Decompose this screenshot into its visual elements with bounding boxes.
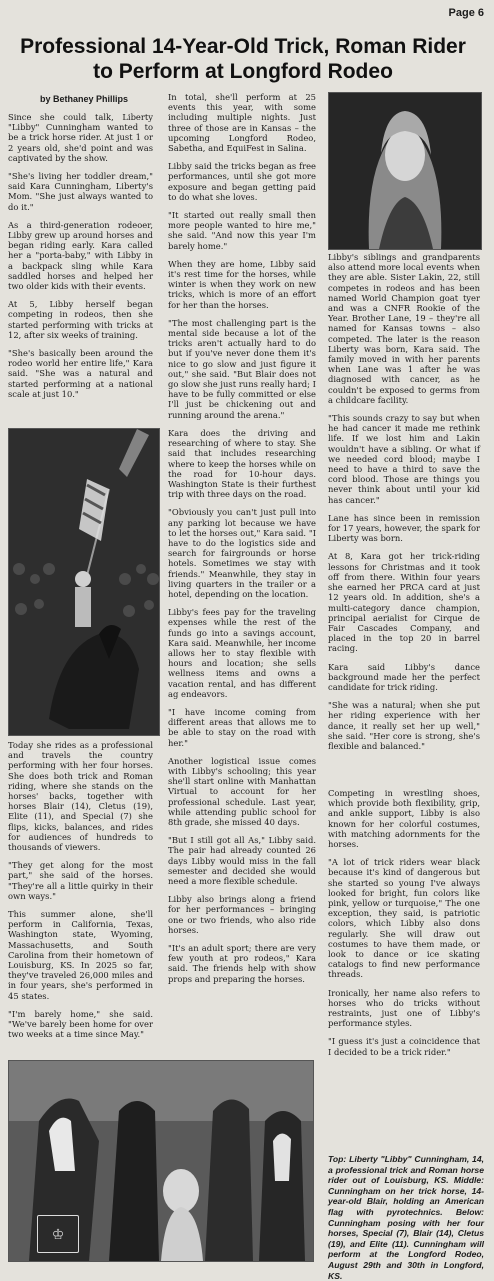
byline: by Bethaney Phillips	[40, 94, 129, 104]
paragraph: As a third-generation rodeoer, Libby grew up around horses and began riding early. Kara called her a "porta-baby," with Libby in a backpack sling while Kara saddled horses and helped her two older kids with their events.	[8, 219, 153, 292]
paragraph: In total, she'll perform at 25 events this year, with some including multiple nights. Just three of those are in Kansas – the upcoming Longford Rodeo, Sabetha, and EquiFest in Salina.	[168, 92, 316, 154]
paragraph: This summer alone, she'll perform in California, Texas, Washington state, Wyoming, Massachusetts, and South Carolina from their hometown of Louisburg, KS. In 2025 so far, they've traveled 26,000 miles and in four years, she's performed in 45 states.	[8, 909, 153, 1001]
article-column-3a	[328, 252, 480, 782]
paragraph: Competing in wrestling shoes, which provide both flexibility, grip, and ankle support, Libby is also known for her colorful costumes, with matching adornments for the horses.	[328, 788, 480, 850]
paragraph: "Obviously you can't just pull into any parking lot because we have to let the horses out," Kara said. "I have to do the logistics side and search for fairgrounds or horse hotels. Sometimes we stay with friends." Meanwhile, they stay in living quarters in the trailer or a hotel, depending on the location.	[168, 507, 316, 599]
paragraph: "She was a natural; when she put her riding experience with her dance, it really set her up well," she said. "Her core is strong, she's flexible and balanced."	[328, 700, 480, 751]
flag-riding-illustration	[9, 429, 159, 735]
article-column-1a	[8, 112, 153, 424]
paragraph: "But I still got all As," Libby said. The pair had already counted 26 days Libby would miss in the fall semester and decided she would need a more flexible schedule.	[168, 835, 316, 887]
portrait-illustration	[329, 93, 481, 249]
paragraph: Since she could talk, Liberty "Libby" Cunningham wanted to be a trick horse rider. At just 1 or 2 years old, she'd point and was captivated by the show.	[8, 112, 153, 163]
paragraph: "She's living her toddler dream," said Kara Cunningham, Liberty's Mom. "She just always wanted to do it."	[8, 171, 153, 212]
paragraph: "She's basically been around the rodeo world her entire life," Kara said. "She was a natural and started performing at a national scale at just 10."	[8, 348, 153, 399]
paragraph: Libby's siblings and grandparents also attend more local events when they are able. Sister Lakin, 22, still competes in rodeos and has been named World Champion goat tyer and was a CNFR Rookie of the Year. Brother Lane, 19 – they're all named for Kansas towns – also competed. The later is the reason Liberty was born, Kara said. The family moved in with her parents when Lane was 1 after he was diagnosed with cancer, as he couldn't be exposed to germs from a childcare facility.	[328, 252, 480, 405]
paragraph: Libby's fees pay for the traveling expenses while the rest of the funds go into a savings account, Kara said. Meanwhile, her income allows her to stay flexible with hours and location; she sells wellness items and owns a vacation rental, and has different ag endeavors.	[168, 607, 316, 699]
paragraph: "It started out really small then more people wanted to hire me," she said. "And now this year I'm barely home."	[168, 210, 316, 251]
headline: Professional 14-Year-Old Trick, Roman Rider to Perform at Longford Rodeo	[20, 35, 466, 83]
paragraph: "It's an adult sport; there are very few youth at pro rodeos," Kara said. The friends help with show props and preparing the horses.	[168, 943, 316, 984]
paragraph: When they are home, Libby said it's rest time for the horses, while winter is when they work on new tricks, which is more of an effort for her than the horses.	[168, 258, 316, 310]
paragraph: Kara does the driving and researching of where to stay. She said that includes researching where to keep the horses while on the road for 10-hour days. Washington State is their furthest trip with three days on the road.	[168, 427, 316, 500]
paragraph: "They get along for the most part," she said of the horses. "They're all a little quirky in their own ways."	[8, 860, 153, 901]
portrait-photo	[328, 92, 482, 250]
paragraph: Libby said the tricks began as free performances, until she got more exposure and began getting paid to do what she loves.	[168, 161, 316, 202]
flag-riding-photo	[8, 428, 160, 736]
paragraph: "A lot of trick riders wear black because it's kind of dangerous but she started so young I've always looked for bright, fun colors like pink, yellow or turquoise," The one exception, they said, is patriotic colors, which Libby also dons regularly. She will draw out costumes to have them made, or look to dance or ice skating catalogs to find new performance threads.	[328, 857, 480, 980]
paragraph: At 8, Kara got her trick-riding lessons for Christmas and it took off from there. Within four years she earned her PRCA card at just 12 years old. In addition, she's a multi-category dance champion, principal aerialist for Cirque de Fair Cascades Company, and placed in the top 20 in barrel racing.	[328, 551, 480, 654]
paragraph: Today she rides as a professional and travels the country performing with her four horses. She does both trick and Roman riding, where she stands on the horses' backs, together with horses Blair (14), Cletus (19), Elite (11), and Special (7) she flips, kicks, balances, and rides for audiences of hundreds to thousands of viewers.	[8, 740, 153, 853]
photo-caption: Top: Liberty "Libby" Cunningham, 14, a professional trick and Roman horse rider out of Louisburg, KS. Middle: Cunningham on her trick horse, 14-year-old Blair, holding an American flag with pyrotechnics. Below: Cunningham posing with her four horses, Special (7), Blair (14), Cletus (19), and Elite (11). Cunningham will perform at the Longford Rodeo, August 29th and 30th in Longford, KS.	[328, 1154, 484, 1281]
paragraph: "The most challenging part is the mental side because a lot of the tricks aren't actually hard to do but if you've never done them it's nice to go slow and just figure it out," she said. "But Blair does not go slow she just runs really hard; I have to be fully committed or else I'll just be chickening out and running around the arena."	[168, 317, 316, 420]
paragraph: Another logistical issue comes with Libby's schooling; this year she'll start online with Manhattan Virtual to account for her professional schedule. Last year, while attending public school for 8th grade, she missed 40 days.	[168, 755, 316, 827]
article-column-2	[168, 92, 316, 1060]
paragraph: Ironically, her name also refers to horses who do tricks without restraints, just one of Libby's performance styles.	[328, 987, 480, 1029]
page-number: Page 6	[448, 7, 484, 19]
paragraph: Lane has since been in remission for 17 years, however, the spark for Liberty was born.	[328, 512, 481, 544]
paragraph: "This sounds crazy to say but when he had cancer it made me rethink life. If we lost him and Lakin wouldn't have a sibling. Or what if we needed cord blood; maybe I need to have a third to save the cord blood. Those are things you never think about until your kid has cancer."	[328, 413, 480, 505]
paragraph: "I'm barely home," she said. "We've barely been home for over two weeks at a time since May."	[8, 1008, 153, 1040]
paragraph: At 5, Libby herself began competing in rodeos, then she started performing with tricks at 12, after six weeks of training.	[8, 299, 153, 340]
article-column-3b	[328, 788, 480, 1150]
paragraph: Kara said Libby's dance background made her the perfect candidate for trick riding.	[328, 661, 480, 692]
horses-group-photo	[8, 1060, 314, 1262]
photographer-logo-icon: ♔	[37, 1215, 79, 1253]
paragraph: "I have income coming from different areas that allows me to be able to stay on the road with her."	[168, 706, 316, 748]
article-column-1b	[8, 740, 153, 1058]
paragraph: "I guess it's just a coincidence that I decided to be a trick rider."	[328, 1036, 480, 1057]
paragraph: Libby also brings along a friend for her performances – bringing one or two friends, who also ride horses.	[168, 894, 316, 935]
